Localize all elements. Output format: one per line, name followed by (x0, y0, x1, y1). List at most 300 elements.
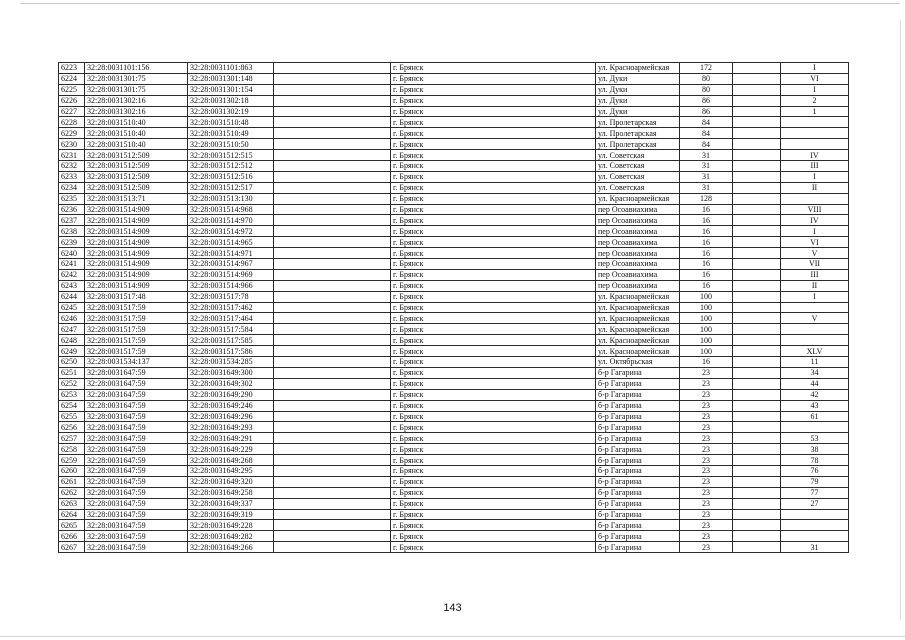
street-cell: б-р Гагарина (596, 487, 680, 498)
empty-cell (733, 324, 781, 335)
building-cadastral-number-cell: 32:28:0031517:78 (188, 291, 274, 302)
row-number-cell: 6235 (59, 193, 85, 204)
city-cell: г. Брянск (391, 520, 596, 531)
empty-cell (274, 182, 391, 193)
house-number-cell: 31 (680, 171, 733, 182)
empty-cell (733, 509, 781, 520)
empty-cell (274, 291, 391, 302)
empty-cell (733, 313, 781, 324)
empty-cell (733, 150, 781, 161)
table-row (59, 324, 849, 335)
table-row (59, 95, 849, 106)
empty-cell (274, 422, 391, 433)
table-row (59, 313, 849, 324)
table-row (59, 204, 849, 215)
city-cell: г. Брянск (391, 73, 596, 84)
city-cell: г. Брянск (391, 455, 596, 466)
house-number-cell: 23 (680, 389, 733, 400)
row-number-cell: 6261 (59, 476, 85, 487)
premises-number-cell (781, 520, 849, 531)
street-cell: ул. Красноармейская (596, 346, 680, 357)
row-number-cell: 6230 (59, 139, 85, 150)
empty-cell (274, 128, 391, 139)
building-cadastral-number-cell: 32:28:0031517:462 (188, 302, 274, 313)
street-cell: пер Осоавиахима (596, 215, 680, 226)
empty-cell (274, 433, 391, 444)
empty-cell (733, 182, 781, 193)
street-cell: ул. Дуки (596, 84, 680, 95)
table-row (59, 389, 849, 400)
empty-cell (733, 367, 781, 378)
premises-number-cell (781, 139, 849, 150)
empty-cell (733, 139, 781, 150)
row-number-cell: 6226 (59, 95, 85, 106)
land-cadastral-number-cell: 32:28:0031510:40 (85, 139, 188, 150)
empty-cell (274, 542, 391, 553)
empty-cell (733, 259, 781, 270)
empty-cell (274, 280, 391, 291)
table-row (59, 335, 849, 346)
empty-cell (274, 346, 391, 357)
street-cell: б-р Гагарина (596, 378, 680, 389)
row-number-cell: 6237 (59, 215, 85, 226)
empty-cell (274, 84, 391, 95)
table-row (59, 444, 849, 455)
city-cell: г. Брянск (391, 280, 596, 291)
street-cell: ул. Красноармейская (596, 335, 680, 346)
empty-cell (274, 248, 391, 259)
row-number-cell: 6250 (59, 357, 85, 368)
city-cell: г. Брянск (391, 117, 596, 128)
city-cell: г. Брянск (391, 139, 596, 150)
house-number-cell: 23 (680, 367, 733, 378)
house-number-cell: 23 (680, 542, 733, 553)
city-cell: г. Брянск (391, 204, 596, 215)
house-number-cell: 23 (680, 465, 733, 476)
premises-number-cell (781, 531, 849, 542)
empty-cell (733, 171, 781, 182)
table-row (59, 411, 849, 422)
property-registry-table (58, 62, 849, 553)
empty-cell (274, 226, 391, 237)
empty-cell (733, 476, 781, 487)
land-cadastral-number-cell: 32:28:0031534:137 (85, 357, 188, 368)
empty-cell (733, 335, 781, 346)
city-cell: г. Брянск (391, 400, 596, 411)
street-cell: б-р Гагарина (596, 433, 680, 444)
table-row (59, 542, 849, 553)
premises-number-cell: 77 (781, 487, 849, 498)
empty-cell (274, 444, 391, 455)
empty-cell (733, 84, 781, 95)
row-number-cell: 6266 (59, 531, 85, 542)
premises-number-cell: I (781, 226, 849, 237)
empty-cell (733, 389, 781, 400)
house-number-cell: 84 (680, 117, 733, 128)
land-cadastral-number-cell: 32:28:0031647:59 (85, 389, 188, 400)
page-number: 143 (443, 602, 462, 614)
building-cadastral-number-cell: 32:28:0031517:584 (188, 324, 274, 335)
empty-cell (733, 193, 781, 204)
street-cell: ул. Октябрьская (596, 357, 680, 368)
row-number-cell: 6228 (59, 117, 85, 128)
street-cell: ул. Дуки (596, 73, 680, 84)
empty-cell (733, 302, 781, 313)
building-cadastral-number-cell: 32:28:0031649:266 (188, 542, 274, 553)
premises-number-cell: 42 (781, 389, 849, 400)
city-cell: г. Брянск (391, 378, 596, 389)
table-row (59, 357, 849, 368)
row-number-cell: 6241 (59, 259, 85, 270)
house-number-cell: 23 (680, 411, 733, 422)
empty-cell (733, 106, 781, 117)
premises-number-cell: VI (781, 73, 849, 84)
premises-number-cell: 79 (781, 476, 849, 487)
table-row (59, 291, 849, 302)
premises-number-cell: 38 (781, 444, 849, 455)
house-number-cell: 16 (680, 215, 733, 226)
building-cadastral-number-cell: 32:28:0031510:50 (188, 139, 274, 150)
table-row (59, 259, 849, 270)
empty-cell (733, 400, 781, 411)
empty-cell (274, 487, 391, 498)
empty-cell (274, 106, 391, 117)
street-cell: пер Осоавиахима (596, 259, 680, 270)
premises-number-cell: 53 (781, 433, 849, 444)
empty-cell (274, 400, 391, 411)
building-cadastral-number-cell: 32:28:0031649:295 (188, 465, 274, 476)
premises-number-cell (781, 509, 849, 520)
premises-number-cell: I (781, 291, 849, 302)
table-row (59, 248, 849, 259)
city-cell: г. Брянск (391, 487, 596, 498)
building-cadastral-number-cell: 32:28:0031302:18 (188, 95, 274, 106)
building-cadastral-number-cell: 32:28:0031517:585 (188, 335, 274, 346)
street-cell: ул. Красноармейская (596, 302, 680, 313)
row-number-cell: 6253 (59, 389, 85, 400)
house-number-cell: 100 (680, 335, 733, 346)
land-cadastral-number-cell: 32:28:0031512:509 (85, 171, 188, 182)
street-cell: пер Осоавиахима (596, 204, 680, 215)
building-cadastral-number-cell: 32:28:0031101:863 (188, 63, 274, 74)
land-cadastral-number-cell: 32:28:0031647:59 (85, 531, 188, 542)
house-number-cell: 86 (680, 106, 733, 117)
house-number-cell: 16 (680, 280, 733, 291)
street-cell: ул. Пролетарская (596, 139, 680, 150)
building-cadastral-number-cell: 32:28:0031649:296 (188, 411, 274, 422)
row-number-cell: 6258 (59, 444, 85, 455)
land-cadastral-number-cell: 32:28:0031647:59 (85, 498, 188, 509)
table-row (59, 226, 849, 237)
city-cell: г. Брянск (391, 106, 596, 117)
land-cadastral-number-cell: 32:28:0031514:909 (85, 259, 188, 270)
building-cadastral-number-cell: 32:28:0031514:971 (188, 248, 274, 259)
row-number-cell: 6257 (59, 433, 85, 444)
house-number-cell: 86 (680, 95, 733, 106)
street-cell: пер Осоавиахима (596, 269, 680, 280)
city-cell: г. Брянск (391, 161, 596, 172)
table-row (59, 150, 849, 161)
building-cadastral-number-cell: 32:28:0031649:290 (188, 389, 274, 400)
land-cadastral-number-cell: 32:28:0031514:909 (85, 237, 188, 248)
street-cell: ул. Советская (596, 150, 680, 161)
premises-number-cell: III (781, 269, 849, 280)
row-number-cell: 6244 (59, 291, 85, 302)
house-number-cell: 84 (680, 128, 733, 139)
premises-number-cell: VII (781, 259, 849, 270)
city-cell: г. Брянск (391, 313, 596, 324)
city-cell: г. Брянск (391, 433, 596, 444)
premises-number-cell: 78 (781, 455, 849, 466)
empty-cell (733, 280, 781, 291)
building-cadastral-number-cell: 32:28:0031514:972 (188, 226, 274, 237)
empty-cell (274, 465, 391, 476)
building-cadastral-number-cell: 32:28:0031517:586 (188, 346, 274, 357)
empty-cell (733, 455, 781, 466)
table-row (59, 509, 849, 520)
row-number-cell: 6256 (59, 422, 85, 433)
empty-cell (733, 498, 781, 509)
building-cadastral-number-cell: 32:28:0031649:337 (188, 498, 274, 509)
land-cadastral-number-cell: 32:28:0031302:16 (85, 106, 188, 117)
house-number-cell: 16 (680, 204, 733, 215)
row-number-cell: 6233 (59, 171, 85, 182)
premises-number-cell (781, 193, 849, 204)
empty-cell (733, 161, 781, 172)
house-number-cell: 23 (680, 476, 733, 487)
city-cell: г. Брянск (391, 542, 596, 553)
empty-cell (733, 531, 781, 542)
table-row (59, 171, 849, 182)
table-row (59, 84, 849, 95)
premises-number-cell: 1 (781, 106, 849, 117)
premises-number-cell: 31 (781, 542, 849, 553)
empty-cell (274, 324, 391, 335)
table-row (59, 498, 849, 509)
land-cadastral-number-cell: 32:28:0031517:59 (85, 324, 188, 335)
house-number-cell: 100 (680, 324, 733, 335)
table-row (59, 73, 849, 84)
empty-cell (274, 455, 391, 466)
empty-cell (274, 117, 391, 128)
row-number-cell: 6249 (59, 346, 85, 357)
premises-number-cell: IV (781, 215, 849, 226)
row-number-cell: 6236 (59, 204, 85, 215)
empty-cell (733, 73, 781, 84)
premises-number-cell: II (781, 182, 849, 193)
empty-cell (733, 444, 781, 455)
city-cell: г. Брянск (391, 346, 596, 357)
table-row (59, 139, 849, 150)
house-number-cell: 84 (680, 139, 733, 150)
empty-cell (274, 150, 391, 161)
empty-cell (274, 259, 391, 270)
empty-cell (274, 509, 391, 520)
land-cadastral-number-cell: 32:28:0031647:59 (85, 465, 188, 476)
house-number-cell: 23 (680, 433, 733, 444)
street-cell: б-р Гагарина (596, 542, 680, 553)
house-number-cell: 100 (680, 346, 733, 357)
premises-number-cell: I (781, 84, 849, 95)
house-number-cell: 100 (680, 302, 733, 313)
scan-edge-bottom (0, 636, 905, 637)
city-cell: г. Брянск (391, 215, 596, 226)
building-cadastral-number-cell: 32:28:0031514:968 (188, 204, 274, 215)
street-cell: ул. Пролетарская (596, 128, 680, 139)
table-row (59, 465, 849, 476)
table-row (59, 400, 849, 411)
empty-cell (274, 367, 391, 378)
building-cadastral-number-cell: 32:28:0031301:148 (188, 73, 274, 84)
city-cell: г. Брянск (391, 63, 596, 74)
row-number-cell: 6251 (59, 367, 85, 378)
house-number-cell: 31 (680, 161, 733, 172)
street-cell: пер Осоавиахима (596, 248, 680, 259)
building-cadastral-number-cell: 32:28:0031514:965 (188, 237, 274, 248)
empty-cell (733, 520, 781, 531)
land-cadastral-number-cell: 32:28:0031513:71 (85, 193, 188, 204)
street-cell: б-р Гагарина (596, 411, 680, 422)
land-cadastral-number-cell: 32:28:0031517:59 (85, 335, 188, 346)
city-cell: г. Брянск (391, 237, 596, 248)
land-cadastral-number-cell: 32:28:0031514:909 (85, 226, 188, 237)
house-number-cell: 16 (680, 357, 733, 368)
premises-number-cell: V (781, 313, 849, 324)
street-cell: ул. Советская (596, 161, 680, 172)
house-number-cell: 16 (680, 226, 733, 237)
row-number-cell: 6245 (59, 302, 85, 313)
row-number-cell: 6246 (59, 313, 85, 324)
empty-cell (274, 215, 391, 226)
city-cell: г. Брянск (391, 422, 596, 433)
empty-cell (274, 357, 391, 368)
premises-number-cell: I (781, 171, 849, 182)
land-cadastral-number-cell: 32:28:0031301:75 (85, 73, 188, 84)
empty-cell (274, 237, 391, 248)
premises-number-cell: VIII (781, 204, 849, 215)
empty-cell (733, 237, 781, 248)
premises-number-cell (781, 128, 849, 139)
city-cell: г. Брянск (391, 150, 596, 161)
city-cell: г. Брянск (391, 335, 596, 346)
land-cadastral-number-cell: 32:28:0031647:59 (85, 487, 188, 498)
row-number-cell: 6234 (59, 182, 85, 193)
premises-number-cell: 11 (781, 357, 849, 368)
house-number-cell: 23 (680, 422, 733, 433)
land-cadastral-number-cell: 32:28:0031510:40 (85, 117, 188, 128)
table-row (59, 433, 849, 444)
empty-cell (274, 193, 391, 204)
table-row (59, 280, 849, 291)
row-number-cell: 6224 (59, 73, 85, 84)
city-cell: г. Брянск (391, 324, 596, 335)
empty-cell (274, 313, 391, 324)
street-cell: ул. Пролетарская (596, 117, 680, 128)
row-number-cell: 6229 (59, 128, 85, 139)
street-cell: б-р Гагарина (596, 465, 680, 476)
land-cadastral-number-cell: 32:28:0031647:59 (85, 444, 188, 455)
land-cadastral-number-cell: 32:28:0031512:509 (85, 161, 188, 172)
empty-cell (733, 465, 781, 476)
land-cadastral-number-cell: 32:28:0031647:59 (85, 378, 188, 389)
street-cell: б-р Гагарина (596, 531, 680, 542)
land-cadastral-number-cell: 32:28:0031647:59 (85, 411, 188, 422)
street-cell: ул. Дуки (596, 106, 680, 117)
premises-number-cell: VI (781, 237, 849, 248)
land-cadastral-number-cell: 32:28:0031517:59 (85, 346, 188, 357)
building-cadastral-number-cell: 32:28:0031514:967 (188, 259, 274, 270)
land-cadastral-number-cell: 32:28:0031647:59 (85, 455, 188, 466)
city-cell: г. Брянск (391, 498, 596, 509)
city-cell: г. Брянск (391, 291, 596, 302)
premises-number-cell: III (781, 161, 849, 172)
empty-cell (274, 204, 391, 215)
street-cell: ул. Дуки (596, 95, 680, 106)
house-number-cell: 16 (680, 248, 733, 259)
city-cell: г. Брянск (391, 476, 596, 487)
land-cadastral-number-cell: 32:28:0031647:59 (85, 509, 188, 520)
empty-cell (733, 487, 781, 498)
street-cell: ул. Красноармейская (596, 63, 680, 74)
building-cadastral-number-cell: 32:28:0031649:320 (188, 476, 274, 487)
street-cell: б-р Гагарина (596, 400, 680, 411)
city-cell: г. Брянск (391, 444, 596, 455)
house-number-cell: 128 (680, 193, 733, 204)
premises-number-cell (781, 335, 849, 346)
premises-number-cell: 27 (781, 498, 849, 509)
table-row (59, 422, 849, 433)
table-row (59, 63, 849, 74)
land-cadastral-number-cell: 32:28:0031647:59 (85, 520, 188, 531)
row-number-cell: 6240 (59, 248, 85, 259)
row-number-cell: 6254 (59, 400, 85, 411)
street-cell: пер Осоавиахима (596, 237, 680, 248)
city-cell: г. Брянск (391, 95, 596, 106)
street-cell: ул. Советская (596, 182, 680, 193)
house-number-cell: 80 (680, 84, 733, 95)
city-cell: г. Брянск (391, 357, 596, 368)
empty-cell (733, 95, 781, 106)
empty-cell (733, 378, 781, 389)
land-cadastral-number-cell: 32:28:0031514:909 (85, 204, 188, 215)
house-number-cell: 172 (680, 63, 733, 74)
building-cadastral-number-cell: 32:28:0031649:293 (188, 422, 274, 433)
premises-number-cell: IV (781, 150, 849, 161)
building-cadastral-number-cell: 32:28:0031510:49 (188, 128, 274, 139)
city-cell: г. Брянск (391, 367, 596, 378)
house-number-cell: 31 (680, 182, 733, 193)
row-number-cell: 6260 (59, 465, 85, 476)
building-cadastral-number-cell: 32:28:0031512:516 (188, 171, 274, 182)
premises-number-cell: 61 (781, 411, 849, 422)
empty-cell (274, 520, 391, 531)
table-row (59, 237, 849, 248)
building-cadastral-number-cell: 32:28:0031514:970 (188, 215, 274, 226)
empty-cell (733, 117, 781, 128)
house-number-cell: 23 (680, 531, 733, 542)
street-cell: ул. Советская (596, 171, 680, 182)
premises-number-cell: XLV (781, 346, 849, 357)
premises-number-cell: 2 (781, 95, 849, 106)
land-cadastral-number-cell: 32:28:0031517:59 (85, 302, 188, 313)
empty-cell (274, 269, 391, 280)
empty-cell (274, 531, 391, 542)
land-cadastral-number-cell: 32:28:0031647:59 (85, 542, 188, 553)
street-cell: пер Осоавиахима (596, 226, 680, 237)
row-number-cell: 6243 (59, 280, 85, 291)
row-number-cell: 6227 (59, 106, 85, 117)
land-cadastral-number-cell: 32:28:0031517:48 (85, 291, 188, 302)
